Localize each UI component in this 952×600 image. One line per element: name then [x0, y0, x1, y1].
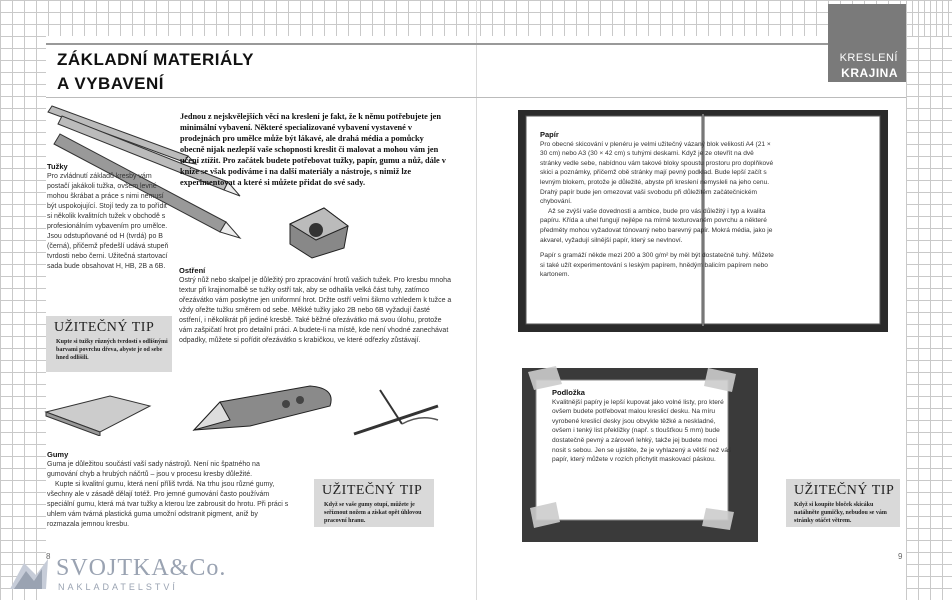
gumy-body-1: Guma je důležitou součástí vaší sady nástrojů. Není nic špatného na gumování chyb a hrubých náčrtů – jsou v procesu kresby důležité.: [47, 461, 260, 478]
chapter-tab-line-2: KRAJINA: [841, 66, 898, 80]
grid-left-margin: [0, 0, 46, 600]
sharpening-hand-illustration: [350, 384, 442, 440]
title-rule-top: [46, 43, 906, 45]
podlozka-body: Kvalitnější papíry je lepší kupovat jako volné listy, pro které ovšem budete potřebovat malou kreslicí desku. Na míru vyrobené kreslicí desky jsou obvykle těžké a neskladné, ovšem i tenký list překližky (např. s tloušťkou 5 mm) bude dostatečně pevný a zároveň lehký, takže jej budete moci nosit s sebou. Jen se ujistěte, že je vyhlazený a větší než váš papír, který můžete v rozích přichytit maskovací páskou.: [552, 398, 732, 464]
podlozka-heading: Podložka: [552, 388, 585, 397]
tip-1-title: UŽITEČNÝ TIP: [54, 320, 155, 335]
tip-3-body: Když si koupíte bloček skicáku natáhněte gumičky, nebudou se vám stránky otáčet větrem.: [794, 502, 887, 524]
gumy-heading: Gumy: [47, 450, 69, 459]
tip-1-body: Kupte si tužky různých tvrdostí s odlišnými barvami povrchu dřeva, abyste je od sebe hned odlišili.: [56, 339, 168, 361]
tuzky-body: Pro zvládnutí základů kresby vám postačí jakákoli tužka, ovšem levné mohou škrábat a práce s nimi nemusí být uspokojující. Stojí tedy za to pořídit si několik kvalitních tužek v obchodě s profesionálním vybavením pro umělce. Jsou odstupňované od H (tvrdá) po B (černá), přičemž předešlí udává stupeň tvrdosti nebo černi. Užitečná startovací sada bude obsahovat H, HB, 2B a 6B.: [47, 173, 169, 270]
intro-text: Jednou z nejskvělejších věcí na kreslení je fakt, že k němu potřebujete jen minimální vybavení. Některé specializované vybavení vystavené v prodejnách pro umělce může být lákavé, ale drahá média a pomůcky obecně nijak nezlepší vaše schopnosti kreslit či malovat a mohou vám jen učení ztížit. Pro začátek budete potřebovat tužky, papír, gumu a nůž, dále v knize se však podíváme i na další materiály a nástroje, s nimiž lze experimentovat a které si můžete přidat do své sady.: [180, 112, 446, 187]
tip-2-title: UŽITEČNÝ TIP: [322, 483, 423, 498]
title-line-1: ZÁKLADNÍ MATERIÁLY: [57, 50, 254, 69]
page-title: [57, 48, 254, 96]
tip-3-title: UŽITEČNÝ TIP: [794, 483, 895, 498]
papir-body-3: Papír s gramáží někde mezi 200 a 300 g/m² by měl být dostatečně tuhý. Můžete si také užít experimentování s leským papírem, hnědým balicím papírem nebo kartonem.: [540, 252, 774, 279]
tip-box-3: [786, 479, 900, 527]
page-number-right: 9: [898, 552, 903, 561]
papir-body-1: Pro obecné skicování v plenéru je velmi užitečný vázaný blok velikosti A4 (21 × 30 cm) nebo A3 (30 × 42 cm) s tuhými deskami. Když je ze otevřít na dvě stránky vedle sebe, nabídnou vám takové bloky spoustu prostoru pro doplňkové skici a poznámky, přičemž obě stránky mají pevný podklad. Bude lepší začít s levným blokem, protože je důležité, abyste při kreslení nemysleli na jeho cenu. Drahý papír bude jen omezovat vaši svobodu při důležitém začátečnickém chybování.: [540, 140, 774, 206]
title-rule-bottom: [46, 97, 906, 98]
ostreni-body: Ostrý nůž nebo skalpel je důležitý pro zpracování hrotů vašich tužek. Pro kresbu mnoha textur při krajinomalbě se tužky ostří tak, aby se odhalila velká část tuhy, zatímco ořezávátko vám poskytne jen uniformní hrot. Držte ostří velmi šikmo vzhledem k tužce a vždy ořežte tužku směrem od sebe. Měkké tužky jako 2B nebo 6B vyžadují časté ostření, i několikrát při jediné kresbě. Také běžné ořezávátko má svou úlohu, protože vám zašpičatí hrot pro detailní práci. A budete-li na místě, kde není vhodné zanechávat odpadky, můžete si pořídit ořezávátko s krabičkou, ve které odřezky zůstávají.: [179, 277, 452, 344]
papir-heading: Papír: [540, 130, 559, 139]
publisher-name: SVOJTKA&Co.: [56, 555, 227, 581]
ostreni-section: [179, 266, 455, 346]
eraser-illustration: [40, 392, 160, 436]
gumy-body-2: Kupte si kvalitní gumu, která není příliš tvrdá. Na trhu jsou různé gumy, všechny ale v zásadě dělají totéž. Pro jemné gumování často používám speciální gumu, která má tvar tužky a kterou lze zabrousit do hrotu. Při práci s uhlem vám tvárná plastická guma umožní odstranit pigment, aniž by rozmazala jemnou kresbu.: [47, 481, 289, 528]
publisher-subtitle: NAKLADATELSTVÍ: [58, 582, 178, 592]
drawing-board-illustration: [522, 362, 758, 542]
papir-section: [540, 130, 776, 280]
gumy-section: [47, 450, 289, 530]
tuzky-heading: Tužky: [47, 162, 68, 171]
grid-right-margin: [906, 0, 952, 600]
title-line-2: A VYBAVENÍ: [57, 74, 165, 93]
sketchbook-illustration: [518, 108, 888, 334]
ostreni-heading: Ostření: [179, 266, 206, 275]
publisher-logo-icon: [6, 555, 52, 595]
publisher-logo: [6, 553, 226, 597]
book-spine: [476, 0, 477, 600]
knife-illustration: [190, 376, 340, 438]
papir-body-2: Až se zvýší vaše dovednosti a ambice, bude pro vás důležitý i typ a kvalita papíru. Křída a uhel fungují nejlépe na mírně texturovaném povrchu a některé předměty mohou vyžadovat tónovaný nebo barevný papír. Mokrá média, jako je akvarel, vyžadují silnější papír, který se nevlnoví.: [540, 207, 773, 244]
tuzky-section: [47, 162, 171, 272]
tip-box-1: [46, 316, 172, 372]
chapter-tab-line-1: KRESLENÍ: [839, 52, 898, 64]
sharpener-illustration: [286, 204, 352, 260]
tip-box-2: [314, 479, 434, 527]
podlozka-section: [552, 388, 732, 465]
page-number-left: 8: [46, 552, 51, 561]
chapter-tab: [828, 4, 906, 82]
tip-2-body: Když se vaše gumy otupí, můžete je seříznout nožem a získat opět úhlovou pracovní hranu.: [324, 502, 422, 524]
